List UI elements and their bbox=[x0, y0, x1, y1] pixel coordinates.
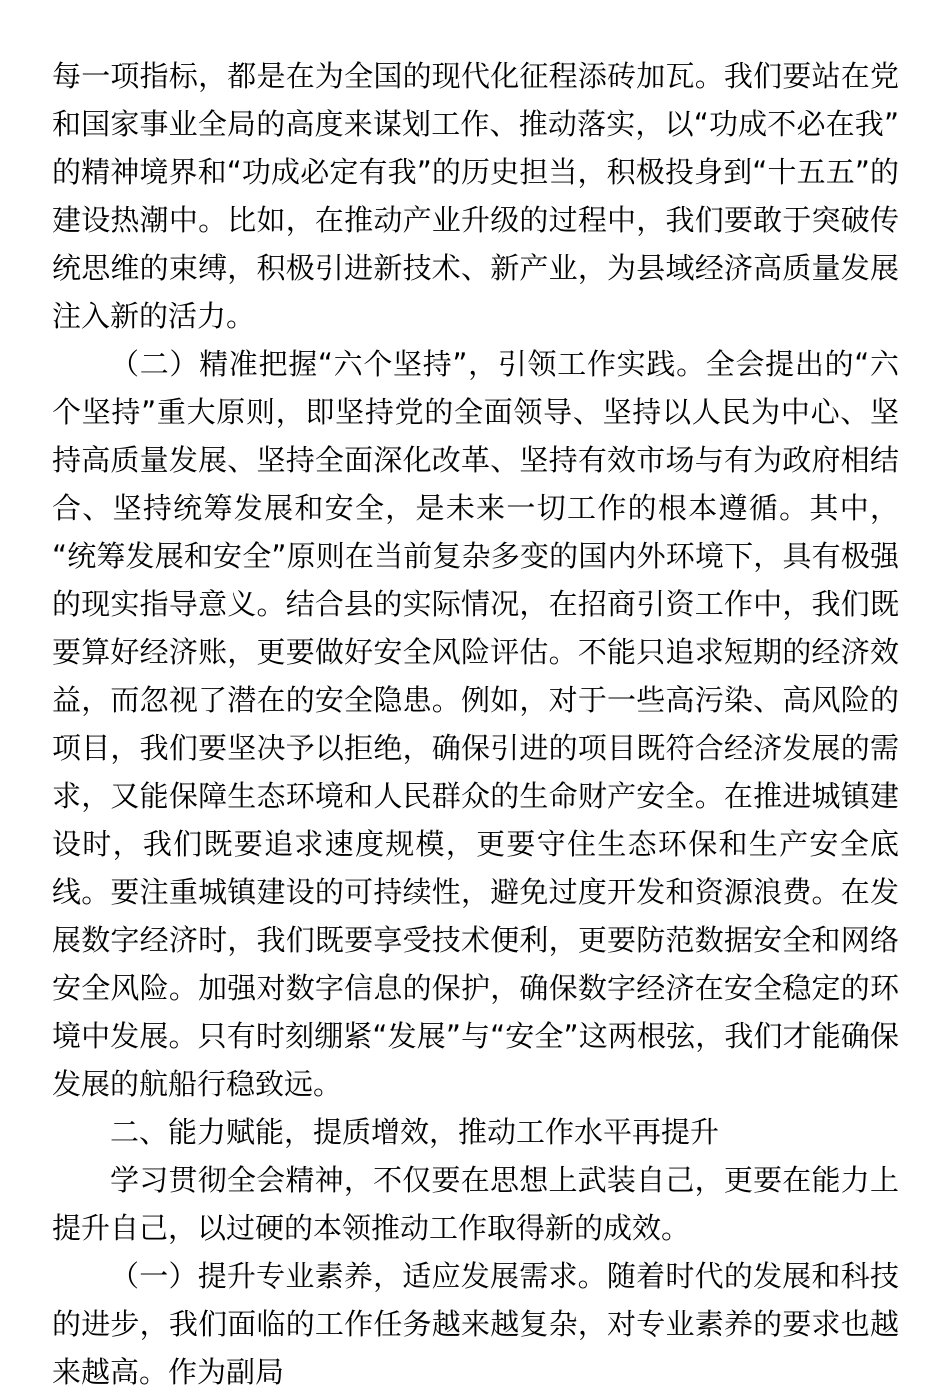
paragraph-section-two-principles: （二）精准把握“六个坚持”，引领工作实践。全会提出的“六个坚持”重大原则，即坚持党的全面领导、坚持以人民为中心、坚持高质量发展、坚持全面深化改革、坚持有效市场与有为政府相结合、坚持统筹发展和安全，是未来一切工作的根本遵循。其中，“统筹发展和安全”原则在当前复杂多变的国内外环境下，具有极强的现实指导意义。结合县的实际情况，在招商引资工作中，我们既要算好经济账，更要做好安全风险评估。不能只追求短期的经济效益，而忽视了潜在的安全隐患。例如，对于一些高污染、高风险的项目，我们要坚决予以拒绝，确保引进的项目既符合经济发展的需求，又能保障生态环境和人民群众的生命财产安全。在推进城镇建设时，我们既要追求速度规模，更要守住生态环保和生产安全底线。要注重城镇建设的可持续性，避免过度开发和资源浪费。在发展数字经济时，我们既要享受技术便利，更要防范数据安全和网络安全风险。加强对数字信息的保护，确保数字经济在安全稳定的环境中发展。只有时刻绷紧“发展”与“安全”这两根弦，我们才能确保发展的航船行稳致远。 bbox=[52, 347, 899, 1101]
heading-section-two: 二、能力赋能，提质增效，推动工作水平再提升 bbox=[110, 1115, 720, 1149]
paragraph-continued: 每一项指标，都是在为全国的现代化征程添砖加瓦。我们要站在党和国家事业全局的高度来谋划工作、推动落实，以“功成不必在我”的精神境界和“功成必定有我”的历史担当，积极投身到“十五五”的建设热潮中。比如，在推动产业升级的过程中，我们要敢于突破传统思维的束缚，积极引进新技术、新产业，为县域经济高质量发展注入新的活力。 bbox=[52, 59, 899, 333]
paragraph-professional-competence: （一）提升专业素养，适应发展需求。随着时代的发展和科技的进步，我们面临的工作任务越来越复杂，对专业素养的要求也越来越高。作为副局 bbox=[52, 1259, 899, 1389]
paragraph-capability-intro: 学习贯彻全会精神，不仅要在思想上武装自己，更要在能力上提升自己，以过硬的本领推动工作取得新的成效。 bbox=[52, 1163, 899, 1245]
document-body bbox=[52, 52, 899, 1396]
